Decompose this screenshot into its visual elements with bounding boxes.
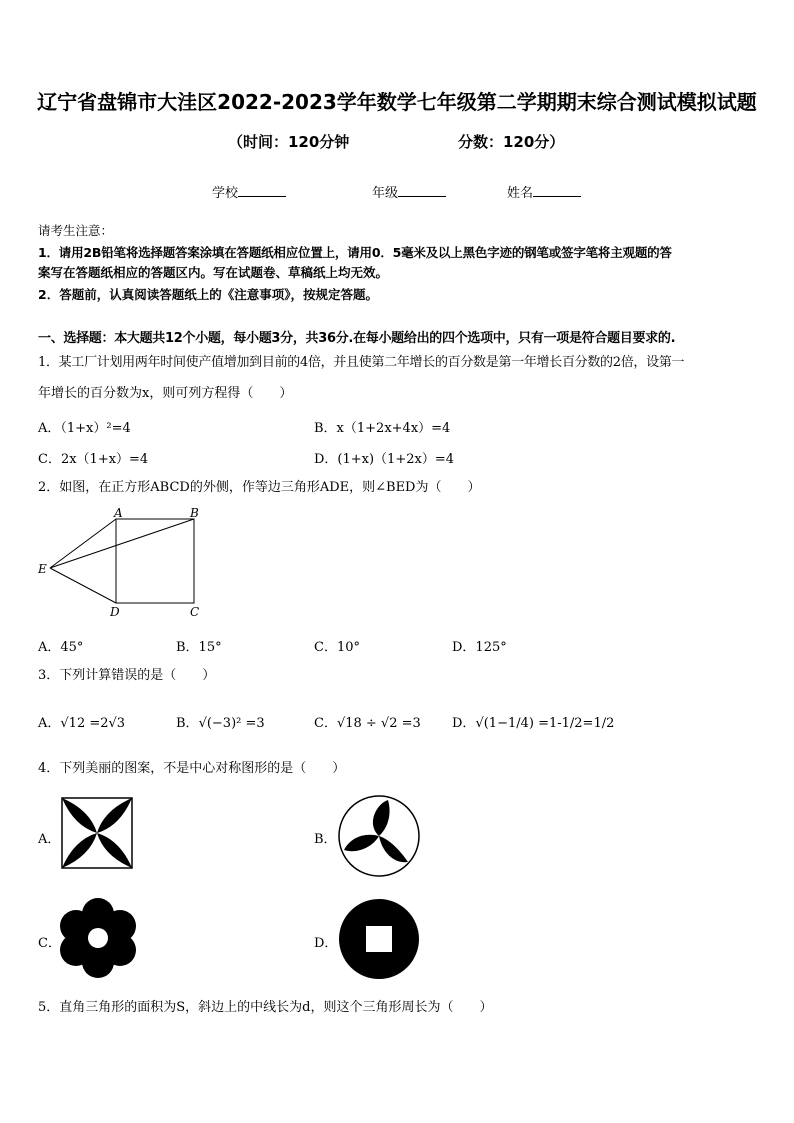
notice-item1-line1: 1．请用2B铅笔将选择题答案涂填在答题纸相应位置上，请用0．5毫米及以上黑色字迹的钢笔或签字笔将主观题的答 (38, 245, 672, 260)
q3-d-expr: √(1−1/4) =1-1/2=1/2 (475, 716, 615, 731)
exam-score: 分数：120分） (458, 133, 565, 151)
q3-c-expr: √18 ÷ √2 =3 (336, 716, 421, 731)
section-heading: 一、选择题：本大题共12个小题，每小题3分，共36分.在每小题给出的四个选项中，只有一项是符合题目要求的. (38, 331, 676, 346)
q4-option-a[interactable]: A． (38, 832, 61, 847)
q3-c-label: C． (314, 716, 337, 731)
q4-figure-b (336, 794, 422, 878)
q1-line2: 年增长的百分数为x，则可列方程得（ ） (38, 386, 293, 401)
q2-stem: 2．如图，在正方形ABCD的外侧，作等边三角形ADE，则∠BED为（ ） (38, 480, 481, 495)
q2-option-b[interactable]: B．15° (176, 640, 222, 655)
q2-figure (30, 505, 210, 625)
notice-item1-line2: 案写在答题纸相应的答题区内。写在试题卷、草稿纸上均无效。 (38, 265, 389, 280)
q2-option-c[interactable]: C．10° (314, 640, 360, 655)
q3-a-label: A． (38, 716, 61, 731)
name-label: 姓名 (507, 186, 534, 201)
q1-option-b[interactable]: B．x（1+2x+4x）=4 (314, 421, 451, 436)
q4-figure-a (60, 796, 136, 872)
q2-option-a[interactable]: A．45° (38, 640, 84, 655)
q4-option-d[interactable]: D． (314, 936, 338, 951)
school-blank (238, 183, 286, 197)
q4-figure-c (58, 896, 138, 980)
q1-option-d[interactable]: D．(1+x)（1+2x）=4 (314, 452, 454, 467)
q4-stem: 4．下列美丽的图案，不是中心对称图形的是（ ） (38, 761, 346, 776)
name-blank (533, 183, 581, 197)
segment-ea (50, 519, 116, 568)
school-field (212, 182, 286, 201)
q4-option-c[interactable]: C． (38, 936, 61, 951)
q4-figure-d (338, 898, 420, 980)
q3-option-c[interactable] (314, 712, 421, 731)
q3-option-b[interactable] (176, 712, 265, 731)
q4-option-b[interactable]: B． (314, 832, 337, 847)
q1-option-c[interactable]: C．2x（1+x）=4 (38, 452, 149, 467)
square-abcd (116, 519, 194, 603)
q3-b-label: B． (176, 716, 199, 731)
grade-blank (398, 183, 446, 197)
name-field (507, 182, 581, 201)
q3-option-a[interactable] (38, 712, 125, 731)
q1-line1: 1．某工厂计划用两年时间使产值增加到目前的4倍，并且使第二年增长的百分数是第一年增长百分数的2倍，设第一 (38, 355, 685, 370)
segment-eb (50, 519, 194, 568)
q3-stem: 3．下列计算错误的是（ ） (38, 668, 216, 683)
grade-field (372, 182, 446, 201)
q3-d-label: D． (452, 716, 476, 731)
q3-a-expr: √12 =2√3 (60, 716, 126, 731)
label-c: C (190, 605, 200, 619)
label-b: B (190, 506, 199, 520)
q3-option-d[interactable] (452, 712, 614, 731)
exam-time: （时间：120分钟 (228, 133, 350, 151)
q2-option-d[interactable]: D．125° (452, 640, 507, 655)
notice-heading: 请考生注意： (38, 223, 114, 238)
q1-option-a[interactable]: A．（1+x）²=4 (38, 421, 131, 436)
segment-ed (50, 568, 116, 603)
exam-title: 辽宁省盘锦市大洼区2022-2023学年数学七年级第二学期期末综合测试模拟试题 (37, 90, 757, 114)
notice-item2: 2．答题前，认真阅读答题纸上的《注意事项》，按规定答题。 (38, 287, 378, 302)
q5-stem: 5．直角三角形的面积为S，斜边上的中线长为d，则这个三角形周长为（ ） (38, 1000, 493, 1015)
school-label: 学校 (212, 186, 239, 201)
q3-b-expr: √(−3)² =3 (198, 716, 265, 731)
label-e: E (38, 562, 47, 576)
grade-label: 年级 (372, 186, 399, 201)
label-a: A (114, 506, 123, 520)
label-d: D (110, 605, 120, 619)
